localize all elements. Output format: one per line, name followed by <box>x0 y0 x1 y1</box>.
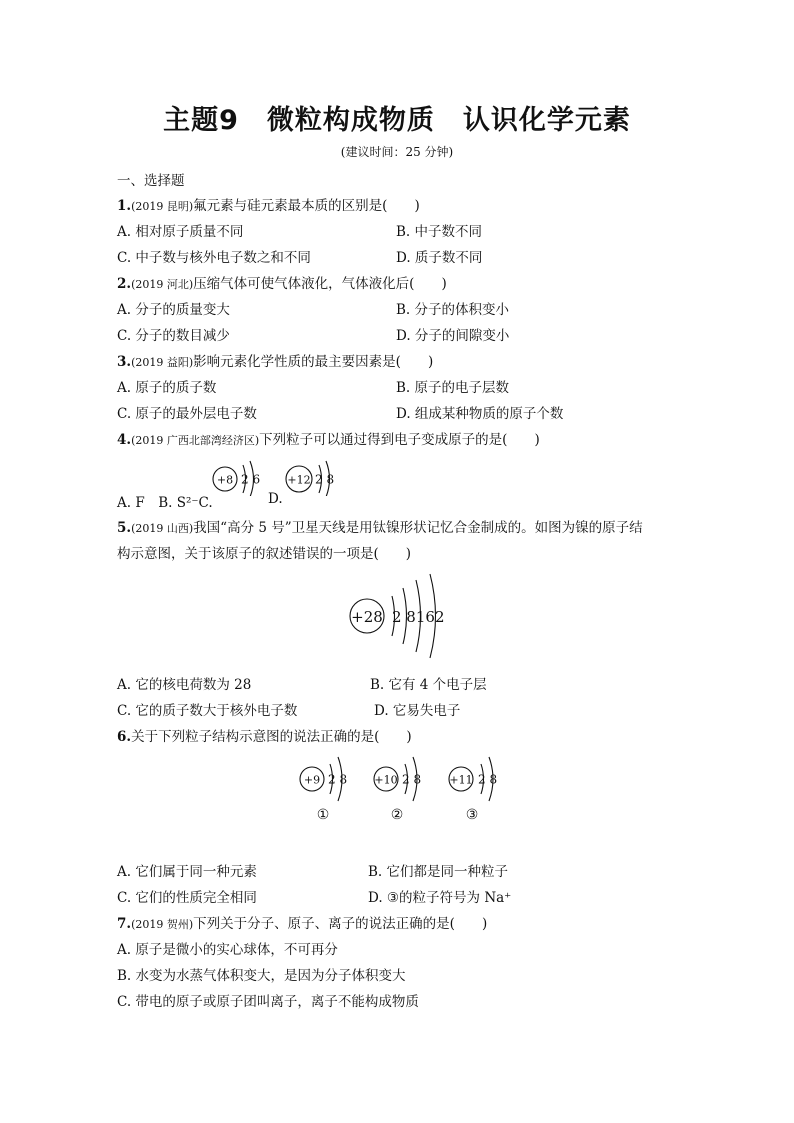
question-3 <box>117 350 433 370</box>
diagram-label: ① <box>316 807 330 823</box>
question-stem: 影响元素化学性质的最主要因素是( ) <box>193 354 434 370</box>
q5-option-d: D. 它易失电子 <box>374 703 461 719</box>
q4-options-a-b-c: A. F B. S²⁻C. <box>117 495 213 511</box>
question-6 <box>117 725 412 745</box>
question-stem: 氟元素与硅元素最本质的区别是( ) <box>193 198 420 214</box>
q2-option-a: A. 分子的质量变大 <box>117 302 230 318</box>
question-source: (2019 山西) <box>131 522 194 535</box>
q3-option-c: C. 原子的最外层电子数 <box>117 406 257 422</box>
question-1 <box>117 194 420 214</box>
question-source: (2019 贺州) <box>131 918 194 931</box>
q3-option-a: A. 原子的质子数 <box>117 380 217 396</box>
q6-option-b: B. 它们都是同一种粒子 <box>368 864 509 880</box>
q6-option-d: D. ③的粒子符号为 Na⁺ <box>368 890 512 906</box>
particle-diagram-2 <box>374 757 421 823</box>
question-stem: 下列关于分子、原子、离子的说法正确的是( ) <box>193 916 488 932</box>
question-stem: 我国“高分 5 号”卫星天线是用钛镍形状记忆合金制成的。如图为镍的原子结 <box>193 520 643 536</box>
question-4 <box>117 428 540 448</box>
electron-counts: 2 6 <box>241 472 261 487</box>
question-source: (2019 广西北部湾经济区) <box>131 434 260 447</box>
question-number: 1. <box>117 198 132 214</box>
nuclear-charge: +11 <box>449 773 473 787</box>
q5-option-b: B. 它有 4 个电子层 <box>370 677 487 693</box>
particle-diagram-1 <box>300 757 347 823</box>
diagram-label: ② <box>390 807 404 823</box>
q6-option-a: A. 它们属于同一种元素 <box>117 864 257 880</box>
q2-option-d: D. 分子的间隙变小 <box>396 328 510 344</box>
question-source: (2019 益阳) <box>131 356 194 369</box>
nuclear-charge: +8 <box>216 473 234 487</box>
nuclear-charge: +12 <box>287 473 311 487</box>
electron-counts: 2 8 <box>328 772 348 787</box>
question-7 <box>117 912 487 932</box>
q2-option-c: C. 分子的数目减少 <box>117 328 230 344</box>
q7-option-b: B. 水变为水蒸气体积变大，是因为分子体积变大 <box>117 968 406 984</box>
q4-atom-diagrams <box>210 454 340 496</box>
particle-diagram-3 <box>449 757 497 823</box>
atom-diagram-option-d <box>286 461 334 496</box>
question-source: (2019 昆明) <box>131 200 194 213</box>
q7-option-c: C. 带电的原子或原子团叫离子，离子不能构成物质 <box>117 994 419 1010</box>
nuclear-charge: +9 <box>303 773 321 787</box>
question-stem: 下列粒子可以通过得到电子变成原子的是( ) <box>259 432 540 448</box>
question-number: 3. <box>117 354 132 370</box>
q1-option-d: D. 质子数不同 <box>396 250 483 266</box>
page-title: 主题9 微粒构成物质 认识化学元素 <box>163 105 631 136</box>
q3-option-d: D. 组成某种物质的原子个数 <box>396 406 564 422</box>
question-source: (2019 河北) <box>131 278 194 291</box>
q6-particle-diagrams <box>295 752 510 826</box>
q1-option-b: B. 中子数不同 <box>396 224 483 240</box>
q5-option-a: A. 它的核电荷数为 28 <box>117 677 252 693</box>
q4-option-d: D. <box>268 491 283 507</box>
nuclear-charge: +10 <box>374 773 398 787</box>
question-number: 6. <box>117 729 132 745</box>
electron-counts: 2 8162 <box>392 608 445 626</box>
diagram-label: ③ <box>465 807 479 823</box>
question-5-cont: 构示意图，关于该原子的叙述错误的一项是( ) <box>117 546 412 562</box>
nuclear-charge: +28 <box>351 608 383 626</box>
q2-option-b: B. 分子的体积变小 <box>396 302 510 318</box>
question-number: 7. <box>117 916 132 932</box>
q5-option-c: C. 它的质子数大于核外电子数 <box>117 703 298 719</box>
section-heading: 一、选择题 <box>117 173 185 189</box>
question-number: 4. <box>117 432 132 448</box>
electron-counts: 2 8 <box>402 772 422 787</box>
electron-counts: 2 8 <box>315 472 335 487</box>
question-5 <box>117 516 643 536</box>
q1-option-a: A. 相对原子质量不同 <box>117 224 244 240</box>
question-stem: 关于下列粒子结构示意图的说法正确的是( ) <box>131 729 412 745</box>
question-2 <box>117 272 447 292</box>
suggested-time: (建议时间：25 分钟) <box>340 145 454 159</box>
q1-option-c: C. 中子数与核外电子数之和不同 <box>117 250 311 266</box>
q7-option-a: A. 原子是微小的实心球体，不可再分 <box>117 942 338 958</box>
question-number: 2. <box>117 276 132 292</box>
q6-option-c: C. 它们的性质完全相同 <box>117 890 257 906</box>
atom-diagram-option-c <box>213 461 260 496</box>
nickel-atom-diagram <box>345 570 455 662</box>
electron-counts: 2 8 <box>478 772 498 787</box>
question-stem: 压缩气体可使气体液化，气体液化后( ) <box>193 276 447 292</box>
q3-option-b: B. 原子的电子层数 <box>396 380 510 396</box>
question-number: 5. <box>117 520 132 536</box>
